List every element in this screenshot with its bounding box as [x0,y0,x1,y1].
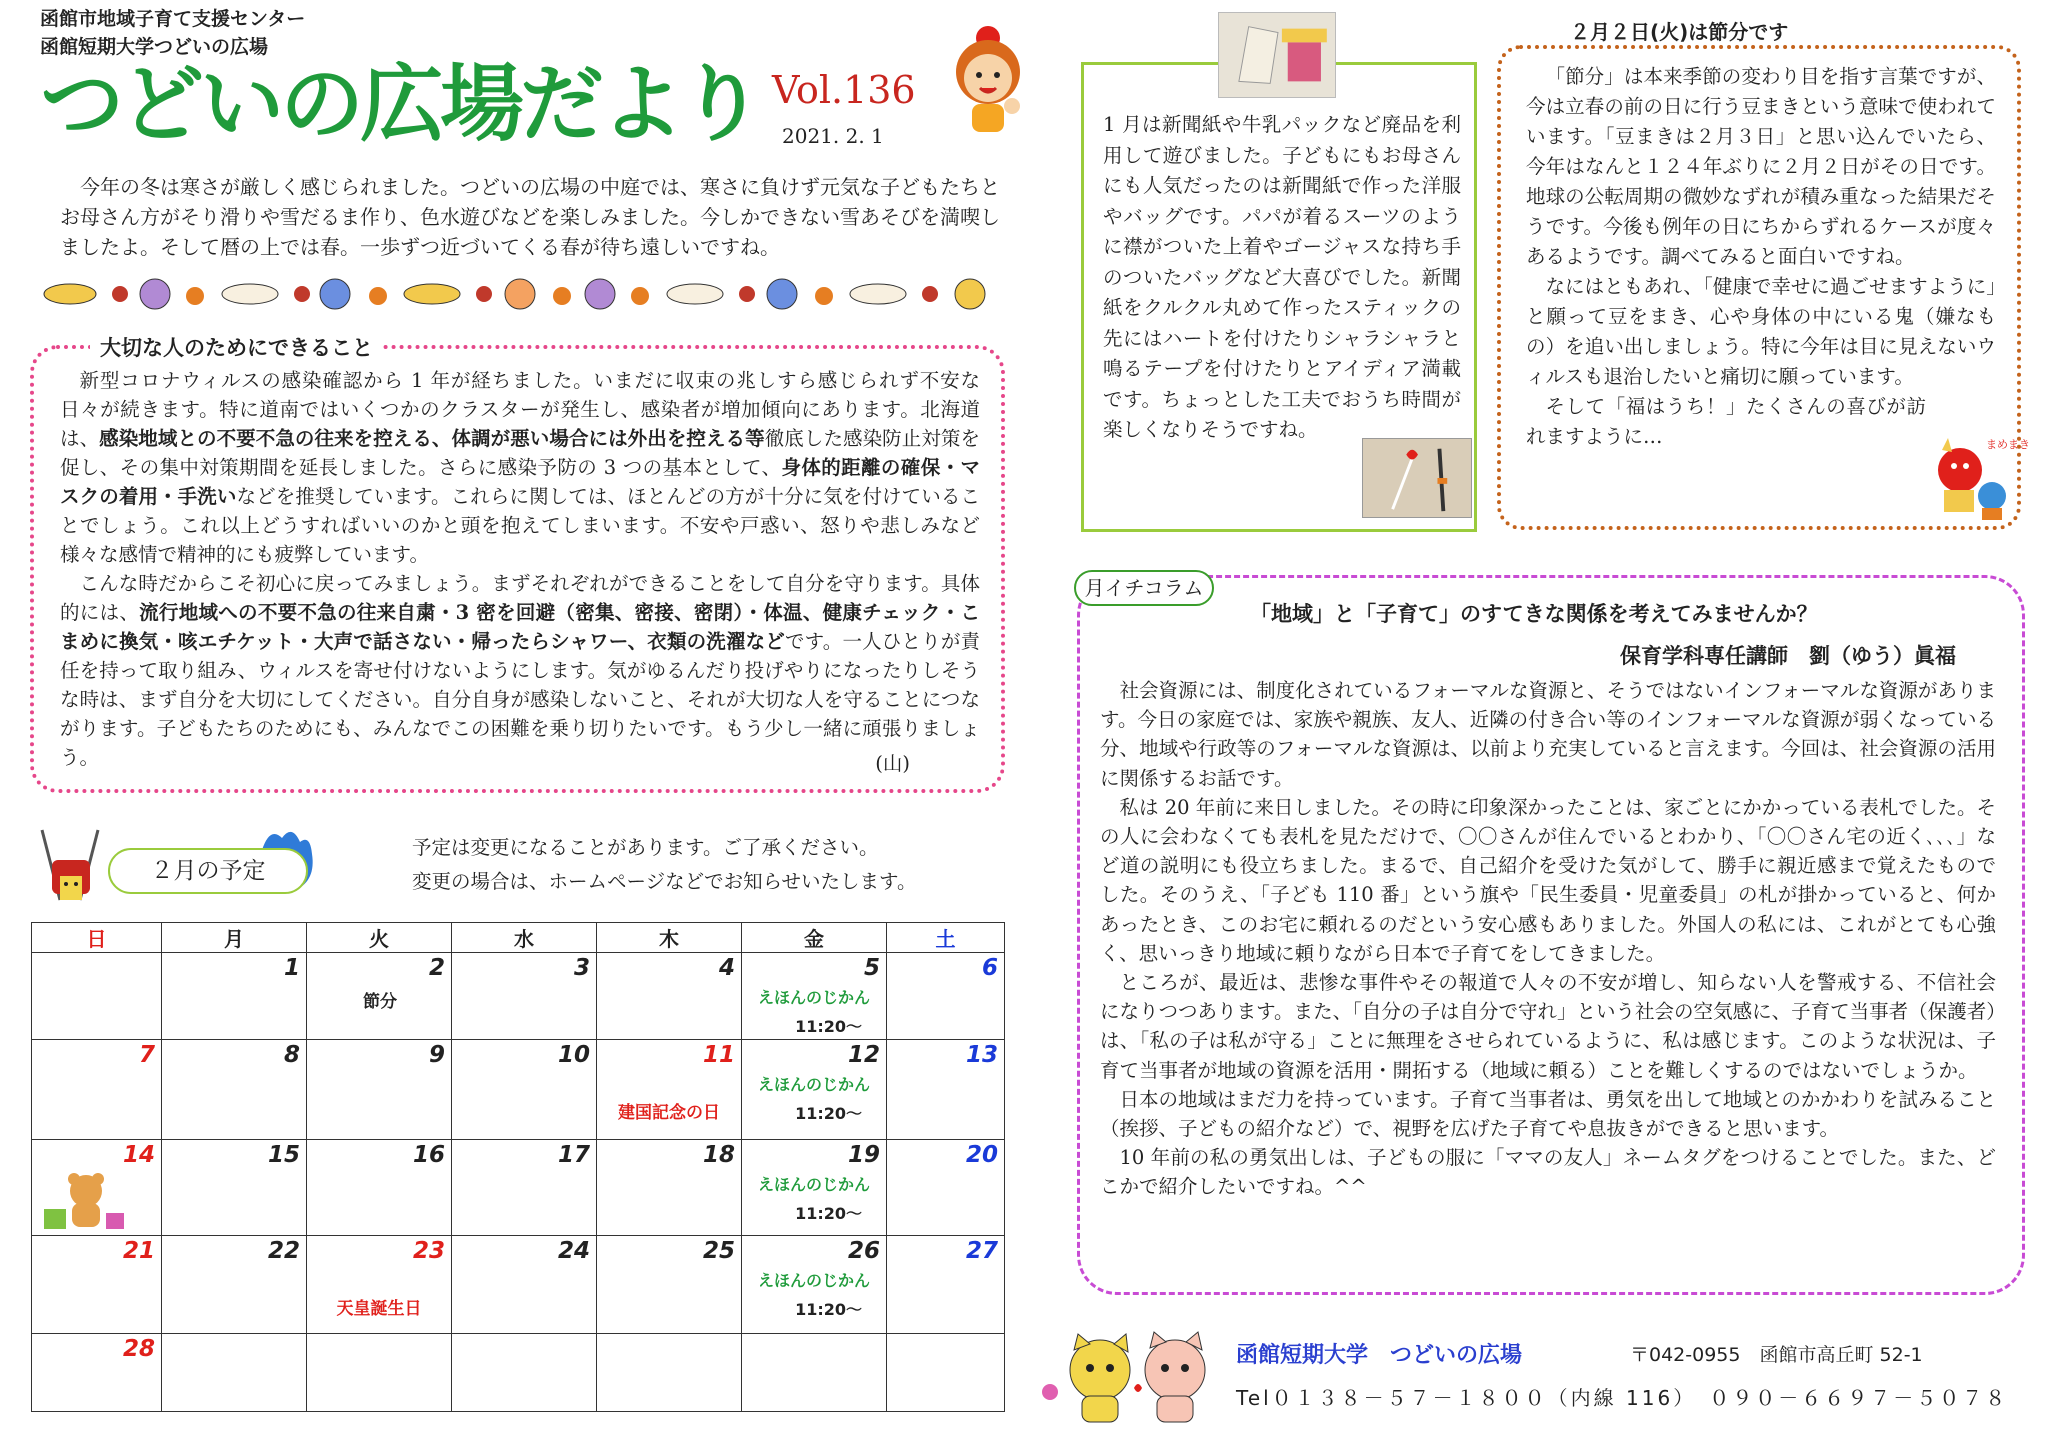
calendar-day-number: 8 [283,1042,300,1068]
calendar-day-number: 25 [702,1238,735,1264]
calendar-day-number: 15 [267,1142,300,1168]
persimmon-icon [553,287,571,305]
column-paragraph-2: 私は 20 年前に来日しました。その時に印象深かったことは、家ごとにかかっている表札でした。その人に会わなくても表札を見ただけで、〇〇さんが住んでいるとわかり、「〇〇さん宅の近く､､､」など道の説明にも役立ちました。まるで、自己紹介を受けた気がして、勝手に親近感まで覚えたものでした。そのうえ、「子ども 110 番」という旗や「民生委員・児童委員」の札が掛かっていると、何かあったとき、このお宅に頼れるのだという安心感もありました。外国人の私には、これがとても心強く、思いっきり地域に頼りながら日本で子育てをしてきました。 [1100,795,1996,965]
persimmon-icon [815,287,833,305]
calendar-day-cell [597,953,742,1040]
calendar-day-cell [887,953,1005,1040]
calendar-day-number: 28 [122,1336,155,1362]
calendar-day-cell [597,1236,742,1334]
weekday-thu: 木 [597,923,742,953]
calendar-day-number: 26 [847,1238,880,1264]
calendar-day-cell [162,1334,307,1412]
care-text: 徹底した感染防止対策を促し、その集中対策期間を延長しました。さらに感染予防の 3 つの基本として、 [60,427,980,479]
cat-icon [505,279,535,309]
calendar-day-cell [32,1236,162,1334]
teddy-bear-icon [40,1169,130,1233]
yarn-ball-icon [922,286,938,302]
oni-label: まめまき [1986,438,2030,451]
calendar-day-number: 19 [847,1142,880,1168]
yarn-ball-icon [112,286,128,302]
girl-mascot-icon [938,20,1038,138]
cat-icon [404,284,460,304]
calendar-weekday-row [32,923,1005,953]
calendar-day-cell [887,1334,1005,1412]
schedule-title: ２月の予定 [108,848,308,894]
cat-icon [767,279,797,309]
calendar-week-row [32,1236,1005,1334]
setsubun-paragraph-3: そして「福はうち！」たくさんの喜びが訪れますように… [1526,395,1926,448]
calendar-day-cell [307,1040,452,1140]
column-title: 「地域」と「子育て」のすてきな関係を考えてみませんか？ [1250,602,1818,626]
calendar-day-number: 13 [965,1042,998,1068]
calendar-day-cell [452,1140,597,1236]
care-text: などを推奨しています。これらに関しては、ほとんどの方が十分に気を付けていることでしょう。これ以上どうすればいいのかと頭を抱えてしまいます。不安や戸惑い、怒りや悲しみなど様々な感情で精神的にも疲弊しています。 [60,485,980,566]
column-author: 保育学科専任講師 劉（ゆう）眞福 [1620,644,1956,668]
cat-icon [850,284,906,304]
yarn-ball-icon [294,286,310,302]
weekday-wed: 水 [452,923,597,953]
setsubun-heading: ２月２日(火)は節分です [1570,20,1789,44]
footer-org-name: 函館短期大学 つどいの広場 [1236,1343,1523,1368]
footer-telephone: Tel０１３８－５７－１８００（内線 116） ０９０－６６９７－５０７８ [1236,1386,2009,1410]
calendar-day-cell [307,1334,452,1412]
cat-icon [667,284,723,304]
calendar-day-number: 10 [557,1042,590,1068]
calendar-day-cell [597,1040,742,1140]
calendar-day-number: 27 [965,1238,998,1264]
setsubun-body [1526,62,1996,452]
cat-icon [222,284,278,304]
column-tag: 月イチコラム [1074,570,1214,606]
care-section-title: 大切な人のためにできること [90,332,383,362]
calendar-event-label: 節分 [363,992,397,1012]
newsletter-title: つどいの広場だより [40,55,761,153]
persimmon-icon [631,287,649,305]
yarn-ball-icon [476,286,492,302]
schedule-note-2: 変更の場合は、ホームページなどでお知らせいたします。 [412,870,917,893]
calendar-day-cell [162,1140,307,1236]
calendar-day-cell [32,1334,162,1412]
calendar-day-number: 7 [138,1042,155,1068]
calendar-day-number: 1 [283,955,300,981]
calendar-event-time: 11:20～ [795,1104,862,1123]
column-paragraph-1: 社会資源には、制度化されているフォーマルな資源と、そうではないインフォーマルな資源があります。今日の家庭では、家族や親族、友人、近隣の付き合い等のインフォーマルな資源が弱くなっている分、地域や行政等のフォーマルな資源は、以前より充実していると言えます。今回は、社会資源の活用に関係するお話です。 [1100,679,1996,790]
schedule-note-1: 予定は変更になることがあります。ご了承ください。 [412,836,879,859]
calendar-day-number: 14 [122,1142,155,1168]
calendar-day-cell [32,953,162,1040]
persimmon-icon [186,287,204,305]
calendar-day-cell [307,953,452,1040]
calendar-day-cell [597,1140,742,1236]
calendar-day-number: 6 [981,955,998,981]
setsubun-paragraph-2: なにはともあれ、「健康で幸せに過ごせますように」と願って豆をまき、心や身体の中にいる鬼（嫌なもの）を追い出しましょう。特に今年は目に見えないウィルスも退治したいと痛切に願っています。 [1526,275,1996,388]
calendar-day-cell [452,1040,597,1140]
calendar-event-label: えほんのじかん [757,1271,870,1290]
calendar-event-time: 11:20～ [795,1017,862,1036]
calendar-event-time: 11:20～ [795,1300,862,1319]
volume-number: Vol.136 [772,68,916,112]
calendar-day-number: 3 [573,955,590,981]
calendar-week-row [32,953,1005,1040]
calendar-day-number: 4 [718,955,735,981]
care-paragraph-1 [60,366,980,569]
calendar-day-cell [452,953,597,1040]
calendar-day-cell [32,1140,162,1236]
weekday-mon: 月 [162,923,307,953]
recycle-play-text: 1 月は新聞紙や牛乳パックなど廃品を利用して遊びました。子どもにもお母さんにも人気だったのは新聞紙で作った洋服やバッグです。パパが着るスーツのように襟がついた上着やゴージャスな持ち手のついたバッグなど大喜びでした。新聞紙をクルクル丸めて作ったスティックの先にはハートを付けたりシャラシャラと鳴るテープを付けたりとアイディア満載です。ちょっとした工夫でおうち時間が楽しくなりそうですね。 [1103,113,1461,441]
calendar-day-cell [887,1236,1005,1334]
animal-border-decoration [40,270,1000,314]
calendar-day-cell [597,1334,742,1412]
calendar-day-number: 18 [702,1142,735,1168]
calendar-day-cell [887,1040,1005,1140]
calendar-day-cell [162,953,307,1040]
calendar-day-number: 22 [267,1238,300,1264]
persimmon-icon [369,287,387,305]
calendar-day-number: 24 [557,1238,590,1264]
calendar-day-number: 2 [428,955,445,981]
calendar-day-number: 9 [428,1042,445,1068]
calendar-week-row [32,1140,1005,1236]
cat-icon [320,279,350,309]
column-paragraph-5: 10 年前の私の勇気出しは、子どもの服に「ママの友人」ネームタグをつけることでした。また、どこかで紹介したいですね。^^ [1100,1146,1996,1199]
calendar-day-number: 23 [412,1238,445,1264]
intro-paragraph: 今年の冬は寒さが厳しく感じられました。つどいの広場の中庭では、寒さに負けず元気な子どもたちとお母さん方がそり滑りや雪だるま作り、色水遊びなどを楽しみました。今しかできない雪あそびを満喫しましたよ。そして暦の上では春。一歩ずつ近づいてくる春が待ち遠しいですね。 [60,175,1000,259]
calendar-event-time: 11:20～ [795,1204,862,1223]
calendar-day-number: 20 [965,1142,998,1168]
footer-address: 〒042-0955 函館市高丘町 52-1 [1630,1344,1923,1366]
calendar-day-cell [742,1040,887,1140]
calendar-week-row [32,1040,1005,1140]
setsubun-paragraph-1: 「節分」は本来季節の変わり目を指す言葉ですが、今は立春の前の日に行う豆まきという意味で使われています。「豆まきは２月３日」と思い込んでいたら、今年はなんと１２４年ぶりに２月２日がその日です。地球の公転周期の微妙なずれが積み重なった結果だそうです。今後も例年の日にちからずれるケースが度々あるようです。調べてみると面白いですね。 [1526,65,1996,268]
cat-icon [955,279,985,309]
calendar-day-cell [307,1140,452,1236]
calendar-event-label: えほんのじかん [757,1075,870,1094]
calendar-day-cell [887,1140,1005,1236]
calendar-day-number: 21 [122,1238,155,1264]
calendar-day-number: 5 [863,955,880,981]
weekday-sat: 土 [887,923,1005,953]
cat-icon [585,279,615,309]
care-text: です。一人ひとりが責任を持って取り組み、ウィルスを寄せ付けないようにします。気がゆるんだり投げやりになったりしそうな時は、まず自分を大切にしてください。自分自身が感染しないこと、それが大切な人を守ることにつながります。子どもたちのためにも、みんなでこの困難を乗り切りたいです。もう少し一緒に頑張りましょう。 [60,630,980,769]
february-calendar [31,922,1005,1412]
twin-cats-mascot-icon [1030,1330,1230,1425]
care-text: 新型コロナウィルスの感染確認から 1 年が経ちました。いまだに収束の兆しすら感じられず不安な日々が続きます。特に道南ではいくつかのクラスターが発生し、感染者が増加傾向にあります。北海道は、 [60,369,980,450]
paper-stick-photo [1362,438,1472,518]
calendar-day-cell [452,1334,597,1412]
org-name-line1: 函館市地域子育て支援センター [40,8,306,30]
calendar-day-cell [32,1040,162,1140]
org-name-line2: 函館短期大学つどいの広場 [40,36,269,58]
column-body [1100,676,1996,1202]
cat-icon [44,284,96,304]
calendar-day-cell [452,1236,597,1334]
column-paragraph-3: ところが、最近は、悲惨な事件やその報道で人々の不安が増し、知らない人を警戒する、不信社会になりつつあります。また、「自分の子は自分で守れ」という社会の空気感に、子育て当事者（保護者）は、「私の子は私が守る」ことに無理をさせられているように、私は感じます。このような状況は、子育て当事者が地域の資源を活用・開拓する（地域に頼る）ことを難しくするのではないでしょうか。 [1100,971,1996,1082]
calendar-day-cell [307,1236,452,1334]
calendar-event-label: 建国記念の日 [618,1103,720,1123]
weekday-sun: 日 [32,923,162,953]
calendar-day-cell [742,953,887,1040]
calendar-day-number: 17 [557,1142,590,1168]
care-signature: (山) [875,752,910,775]
newspaper-craft-photo [1218,12,1336,98]
calendar-day-cell [742,1236,887,1334]
care-section-body [60,366,980,786]
calendar-event-label: えほんのじかん [757,988,870,1007]
column-paragraph-4: 日本の地域はまだ力を持っています。子育て当事者は、勇気を出して地域とのかかわりを試みること（挨拶、子どもの紹介など）で、視野を広げた子育てや息抜きができると思います。 [1100,1087,1996,1141]
care-text: こんな時だからこそ初心に戻ってみましょう。まずそれぞれができることをして自分を守ります。具体的には、 [60,572,980,624]
oni-demon-icon [1930,430,2030,522]
weekday-tue: 火 [307,923,452,953]
care-paragraph-2 [60,569,980,772]
care-emphasis: 感染地域との不要不急の往来を控える、体調が悪い場合には外出を控える等 [99,427,765,450]
issue-date: 2021. 2. 1 [782,124,884,148]
calendar-day-cell [162,1236,307,1334]
calendar-day-cell [162,1040,307,1140]
calendar-day-number: 12 [847,1042,880,1068]
care-emphasis: 身体的距離の確保・マスクの着用・手洗い [60,456,980,508]
calendar-week-row [32,1334,1005,1412]
care-emphasis: 流行地域への不要不急の往来自粛・3 密を回避（密集、密接、密閉）・体温、健康チェック・こまめに換気・咳エチケット・大声で話さない・帰ったらシャワー、衣類の洗濯など [60,601,980,653]
calendar-event-label: 天皇誕生日 [336,1299,422,1319]
yarn-doll-icon [42,830,98,900]
yarn-ball-icon [739,286,755,302]
calendar-day-number: 16 [412,1142,445,1168]
calendar-day-cell [742,1140,887,1236]
weekday-fri: 金 [742,923,887,953]
cat-icon [140,279,170,309]
calendar-day-cell [742,1334,887,1412]
calendar-event-label: えほんのじかん [757,1175,870,1194]
calendar-day-number: 11 [702,1042,735,1068]
